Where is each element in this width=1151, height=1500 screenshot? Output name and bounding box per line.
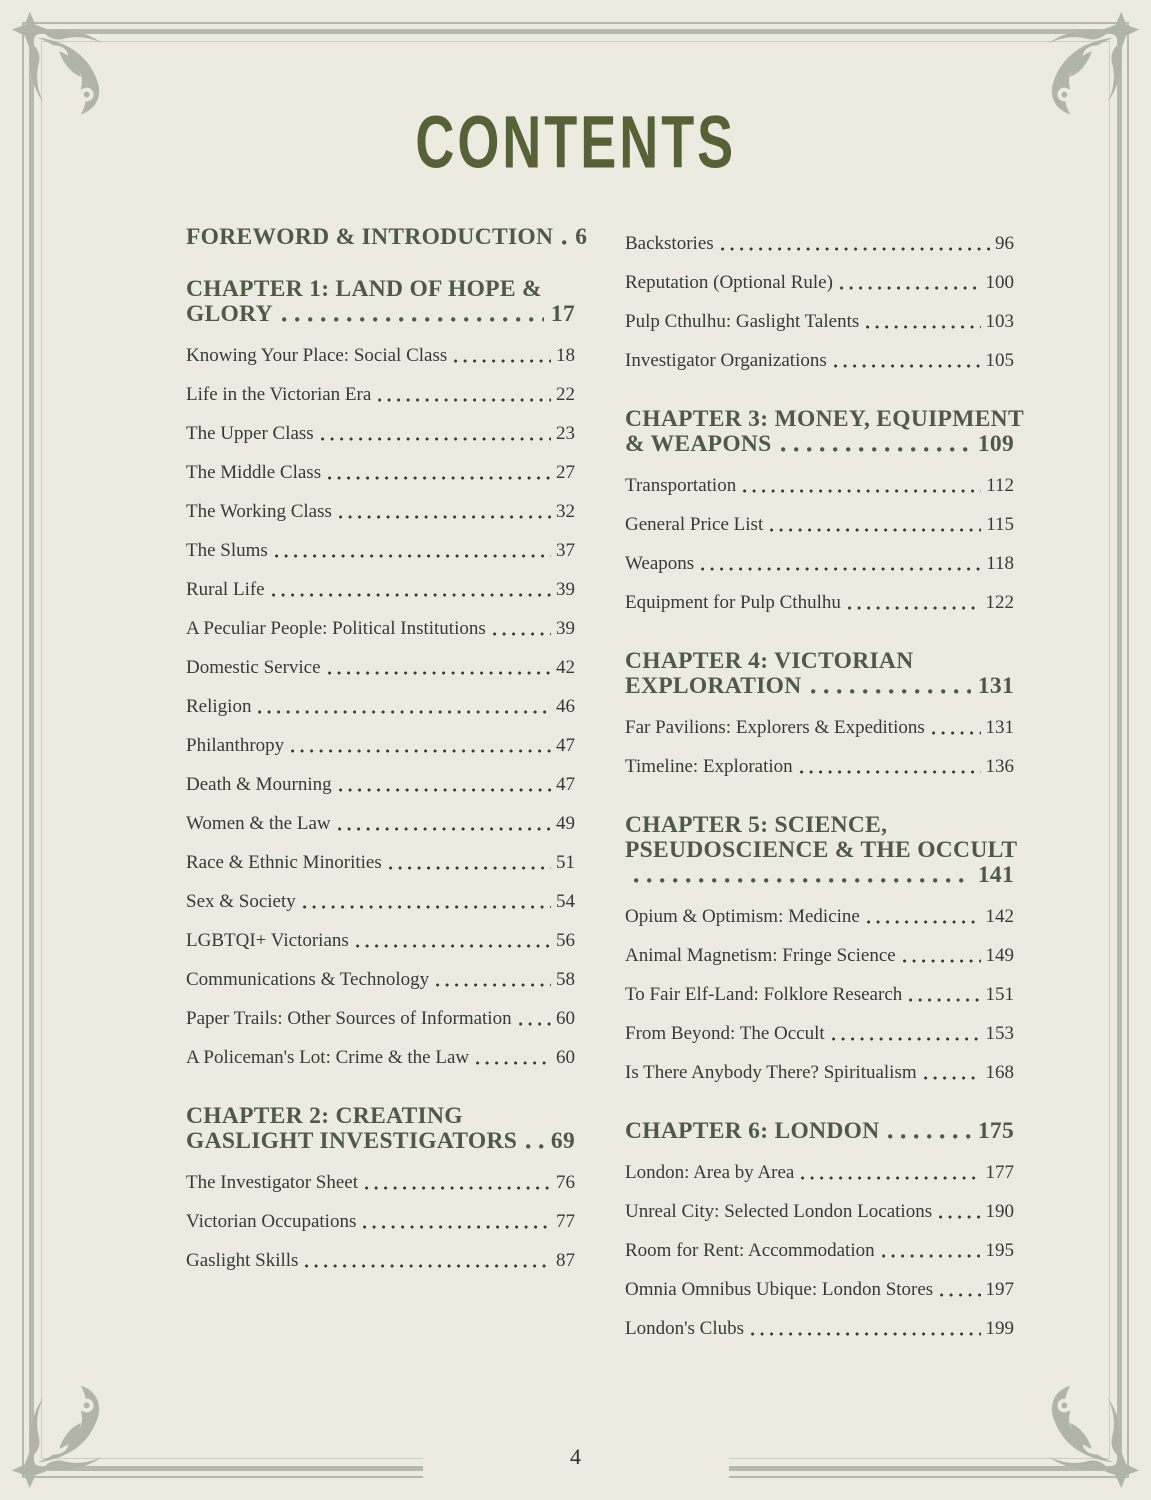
toc-entry-page-number: 195 (985, 1239, 1014, 1261)
toc-entry-leader-dots (272, 593, 551, 597)
chapter-heading-text: FOREWORD & INTRODUCTION (186, 224, 554, 250)
toc-entry-label: Gaslight Skills (186, 1249, 299, 1271)
toc-entry-page-number: 112 (986, 474, 1014, 496)
toc-entry-leader-dots (389, 866, 551, 870)
toc-entry (186, 1163, 575, 1202)
toc-entry-label: LGBTQI+ Victorians (186, 929, 349, 951)
toc-entry-leader-dots (721, 247, 990, 251)
toc-entry-leader-dots (378, 398, 551, 402)
chapter-heading-lastline (186, 302, 575, 327)
toc-entry-page-number: 115 (986, 513, 1014, 535)
toc-entry-leader-dots (939, 1215, 980, 1219)
toc-entry-leader-dots (940, 1293, 980, 1297)
chapter-heading-lastline (625, 1119, 1014, 1144)
toc-entry-label: Communications & Technology (186, 968, 430, 990)
toc-entry-page-number: 136 (985, 755, 1014, 777)
toc-entry-label: Equipment for Pulp Cthulhu (625, 591, 841, 613)
chapter-leader-dots (781, 447, 971, 452)
toc-entry (625, 544, 1014, 583)
toc-entry (186, 414, 575, 453)
toc-entry-leader-dots (305, 1264, 551, 1268)
page-number: 4 (570, 1444, 581, 1469)
chapter-page-number: 141 (977, 862, 1014, 888)
toc-entry-page-number: 103 (985, 310, 1014, 332)
toc-entry-label: The Slums (186, 539, 268, 561)
toc-entry (625, 1014, 1014, 1053)
toc-entry-leader-dots (882, 1254, 981, 1258)
toc-entry (186, 570, 575, 609)
page-title (0, 101, 1151, 184)
toc-entry-page-number: 47 (556, 773, 575, 795)
toc-entry-leader-dots (770, 528, 981, 532)
toc-entry-page-number: 42 (556, 656, 575, 678)
toc-entry-page-number: 39 (556, 617, 575, 639)
toc-entry-page-number: 77 (556, 1210, 575, 1232)
toc-entry (186, 492, 575, 531)
chapter-heading-text: & WEAPONS (625, 431, 772, 457)
corner-flourish-icon (8, 1374, 126, 1492)
toc-entry-leader-dots (436, 983, 551, 987)
toc-entry-page-number: 105 (985, 349, 1014, 371)
toc-entry-leader-dots (365, 1186, 551, 1190)
toc-entry-leader-dots (867, 920, 981, 924)
toc-entry-leader-dots (909, 998, 980, 1002)
toc-entry-label: To Fair Elf-Land: Folklore Research (625, 983, 903, 1005)
toc-entry-label: Paper Trails: Other Sources of Information (186, 1007, 512, 1029)
toc-entry (625, 302, 1014, 341)
toc-entry (625, 1231, 1014, 1270)
chapter-leader-dots (811, 689, 971, 694)
toc-entry-label: Reputation (Optional Rule) (625, 271, 833, 293)
chapter-page-number: 131 (977, 673, 1014, 699)
toc-entry-page-number: 37 (556, 539, 575, 561)
toc-entry-label: A Policeman's Lot: Crime & the Law (186, 1046, 470, 1068)
toc-entry-page-number: 142 (985, 905, 1014, 927)
toc-entry-leader-dots (454, 359, 551, 363)
toc-entry-leader-dots (866, 325, 980, 329)
toc-entry-label: Timeline: Exploration (625, 755, 793, 777)
toc-entry-page-number: 39 (556, 578, 575, 600)
toc-entry-leader-dots (834, 364, 981, 368)
toc-entry-leader-dots (903, 959, 981, 963)
table-of-contents (186, 224, 1024, 1348)
toc-entry-page-number: 96 (995, 232, 1014, 254)
toc-entry-label: Women & the Law (186, 812, 331, 834)
chapter-heading (186, 224, 588, 250)
toc-entry-page-number: 153 (985, 1022, 1014, 1044)
toc-entry (625, 1309, 1014, 1348)
toc-entry-page-number: 32 (556, 500, 575, 522)
toc-entry-label: The Upper Class (186, 422, 314, 444)
toc-entry-page-number: 58 (556, 968, 575, 990)
toc-entry (186, 336, 575, 375)
toc-entry-leader-dots (924, 1076, 981, 1080)
chapter-heading-lastline (625, 863, 1014, 888)
toc-entry (186, 609, 575, 648)
toc-entry-page-number: 190 (985, 1200, 1014, 1222)
toc-entry (625, 1053, 1014, 1092)
corner-flourish-icon (1025, 8, 1143, 126)
chapter-page-number: 17 (550, 301, 575, 327)
toc-entry-leader-dots (932, 731, 981, 735)
toc-entry-label: Far Pavilions: Explorers & Expeditions (625, 716, 925, 738)
chapter-heading-lastline (186, 1129, 575, 1154)
toc-entry-leader-dots (751, 1332, 980, 1336)
toc-entry (625, 1192, 1014, 1231)
toc-entry-label: Backstories (625, 232, 714, 254)
chapter-page-number: 69 (550, 1128, 575, 1154)
toc-entry-label: General Price List (625, 513, 764, 535)
chapter-heading-line: CHAPTER 5: SCIENCE, (625, 812, 888, 838)
toc-entry-page-number: 23 (556, 422, 575, 444)
toc-entry-page-number: 76 (556, 1171, 575, 1193)
toc-entry-label: Omnia Omnibus Ubique: London Stores (625, 1278, 934, 1300)
toc-entry-leader-dots (743, 489, 981, 493)
chapter-heading (625, 649, 1014, 699)
toc-entry-page-number: 47 (556, 734, 575, 756)
chapter-leader-dots (282, 317, 544, 322)
toc-entry-leader-dots (493, 632, 551, 636)
toc-entry (186, 687, 575, 726)
toc-entry-label: The Working Class (186, 500, 332, 522)
toc-entry-label: A Peculiar People: Political Institutions (186, 617, 486, 639)
toc-entry-leader-dots (832, 1037, 981, 1041)
toc-entry-leader-dots (275, 554, 551, 558)
toc-entry-label: Philanthropy (186, 734, 285, 756)
toc-entry (625, 936, 1014, 975)
chapter-leader-dots (562, 240, 568, 245)
toc-entry (625, 341, 1014, 380)
chapter-heading (625, 1119, 1014, 1144)
toc-entry-label: Is There Anybody There? Spiritualism (625, 1061, 917, 1083)
toc-entry-label: Knowing Your Place: Social Class (186, 344, 448, 366)
toc-entry (186, 960, 575, 999)
toc-entry-page-number: 168 (985, 1061, 1014, 1083)
chapter-heading-lastline (625, 432, 1014, 457)
toc-entry (625, 224, 1014, 263)
toc-entry-page-number: 54 (556, 890, 575, 912)
toc-entry-page-number: 51 (556, 851, 575, 873)
toc-entry-page-number: 56 (556, 929, 575, 951)
toc-entry-leader-dots (840, 286, 981, 290)
toc-entry-page-number: 177 (985, 1161, 1014, 1183)
toc-entry-leader-dots (328, 671, 551, 675)
chapter-heading-line: CHAPTER 1: LAND OF HOPE & (186, 276, 542, 302)
chapter-leader-dots (526, 1144, 544, 1149)
corner-flourish-icon (8, 8, 126, 126)
toc-entry (186, 804, 575, 843)
toc-entry (625, 708, 1014, 747)
toc-entry-label: London: Area by Area (625, 1161, 795, 1183)
toc-entry (625, 583, 1014, 622)
toc-entry (625, 1153, 1014, 1192)
chapter-heading (186, 1104, 575, 1154)
toc-entry-leader-dots (701, 567, 981, 571)
toc-entry (186, 765, 575, 804)
toc-entry (625, 505, 1014, 544)
toc-entry-label: Investigator Organizations (625, 349, 827, 371)
chapter-heading-line: CHAPTER 4: VICTORIAN (625, 648, 914, 674)
toc-entry (186, 1241, 575, 1280)
chapter-leader-dots (634, 878, 971, 883)
toc-entry-leader-dots (800, 770, 981, 774)
toc-entry-page-number: 60 (556, 1007, 575, 1029)
toc-entry-page-number: 18 (556, 344, 575, 366)
toc-entry-leader-dots (519, 1022, 551, 1026)
toc-entry-page-number: 131 (985, 716, 1014, 738)
toc-entry-label: Weapons (625, 552, 695, 574)
toc-entry-page-number: 49 (556, 812, 575, 834)
chapter-heading-text: GLORY (186, 301, 273, 327)
toc-entry (186, 999, 575, 1038)
toc-entry-label: Animal Magnetism: Fringe Science (625, 944, 896, 966)
toc-entry (625, 975, 1014, 1014)
toc-entry-label: Pulp Cthulhu: Gaslight Talents (625, 310, 860, 332)
chapter-heading-text: GASLIGHT INVESTIGATORS (186, 1128, 518, 1154)
toc-entry-leader-dots (339, 515, 551, 519)
chapter-heading-lastline (625, 674, 1014, 699)
toc-entry-leader-dots (258, 710, 551, 714)
toc-entry-leader-dots (338, 827, 551, 831)
toc-entry-leader-dots (356, 944, 551, 948)
toc-entry-label: The Middle Class (186, 461, 322, 483)
toc-entry-page-number: 27 (556, 461, 575, 483)
chapter-page-number: 175 (977, 1118, 1014, 1144)
toc-entry-page-number: 151 (985, 983, 1014, 1005)
toc-entry-page-number: 149 (985, 944, 1014, 966)
toc-entry (186, 531, 575, 570)
toc-entry-label: London's Clubs (625, 1317, 745, 1339)
chapter-page-number: 109 (977, 431, 1014, 457)
toc-entry-leader-dots (328, 476, 551, 480)
chapter-heading (625, 406, 1024, 457)
toc-entry-label: Unreal City: Selected London Locations (625, 1200, 933, 1222)
toc-entry-label: Race & Ethnic Minorities (186, 851, 382, 873)
toc-entry (186, 1038, 575, 1077)
toc-entry-page-number: 60 (556, 1046, 575, 1068)
toc-entry-page-number: 118 (986, 552, 1014, 574)
chapter-leader-dots (888, 1134, 970, 1139)
chapter-page-number: 6 (575, 224, 588, 250)
toc-entry-page-number: 197 (985, 1278, 1014, 1300)
chapter-heading-text: EXPLORATION (625, 673, 802, 699)
toc-entry (186, 843, 575, 882)
toc-entry (186, 921, 575, 960)
toc-entry (186, 375, 575, 414)
chapter-heading-line: CHAPTER 2: CREATING (186, 1103, 463, 1129)
toc-entry-label: Religion (186, 695, 252, 717)
toc-entry-label: Victorian Occupations (186, 1210, 357, 1232)
toc-entry (625, 263, 1014, 302)
toc-entry-page-number: 122 (985, 591, 1014, 613)
toc-entry-label: Life in the Victorian Era (186, 383, 372, 405)
toc-entry (625, 1270, 1014, 1309)
toc-entry-leader-dots (303, 905, 551, 909)
page-title-text: CONTENTS (415, 101, 736, 184)
toc-entry-page-number: 46 (556, 695, 575, 717)
toc-entry-label: Rural Life (186, 578, 265, 600)
toc-entry (186, 882, 575, 921)
toc-entry-label: Domestic Service (186, 656, 321, 678)
toc-entry-leader-dots (476, 1061, 551, 1065)
chapter-heading-lastline (186, 224, 588, 250)
chapter-heading-text: CHAPTER 6: LONDON (625, 1118, 880, 1144)
toc-entry (625, 897, 1014, 936)
toc-entry-leader-dots (848, 606, 981, 610)
toc-entry-leader-dots (321, 437, 551, 441)
toc-entry-leader-dots (339, 788, 551, 792)
chapter-heading (186, 277, 575, 327)
toc-entry-leader-dots (801, 1176, 980, 1180)
toc-entry-leader-dots (363, 1225, 551, 1229)
chapter-heading-line: PSEUDOSCIENCE & THE OCCULT (625, 837, 1018, 863)
toc-entry-label: Room for Rent: Accommodation (625, 1239, 875, 1261)
chapter-heading-line: CHAPTER 3: MONEY, EQUIPMENT (625, 406, 1024, 432)
toc-entry-page-number: 199 (985, 1317, 1014, 1339)
toc-column-left (186, 224, 588, 1280)
toc-entry-label: Transportation (625, 474, 737, 496)
toc-entry-page-number: 87 (556, 1249, 575, 1271)
toc-entry-page-number: 22 (556, 383, 575, 405)
toc-entry (186, 648, 575, 687)
toc-entry-label: The Investigator Sheet (186, 1171, 359, 1193)
toc-entry-leader-dots (291, 749, 551, 753)
toc-entry-label: Opium & Optimism: Medicine (625, 905, 860, 927)
chapter-heading (625, 812, 1018, 888)
toc-entry (186, 1202, 575, 1241)
toc-entry (186, 453, 575, 492)
toc-entry (625, 747, 1014, 786)
toc-entry-label: Sex & Society (186, 890, 296, 912)
toc-entry-label: Death & Mourning (186, 773, 332, 795)
toc-entry (625, 466, 1014, 505)
toc-entry-page-number: 100 (985, 271, 1014, 293)
toc-entry (186, 726, 575, 765)
toc-entry-label: From Beyond: The Occult (625, 1022, 825, 1044)
corner-flourish-icon (1025, 1374, 1143, 1492)
toc-column-right (625, 224, 1024, 1348)
